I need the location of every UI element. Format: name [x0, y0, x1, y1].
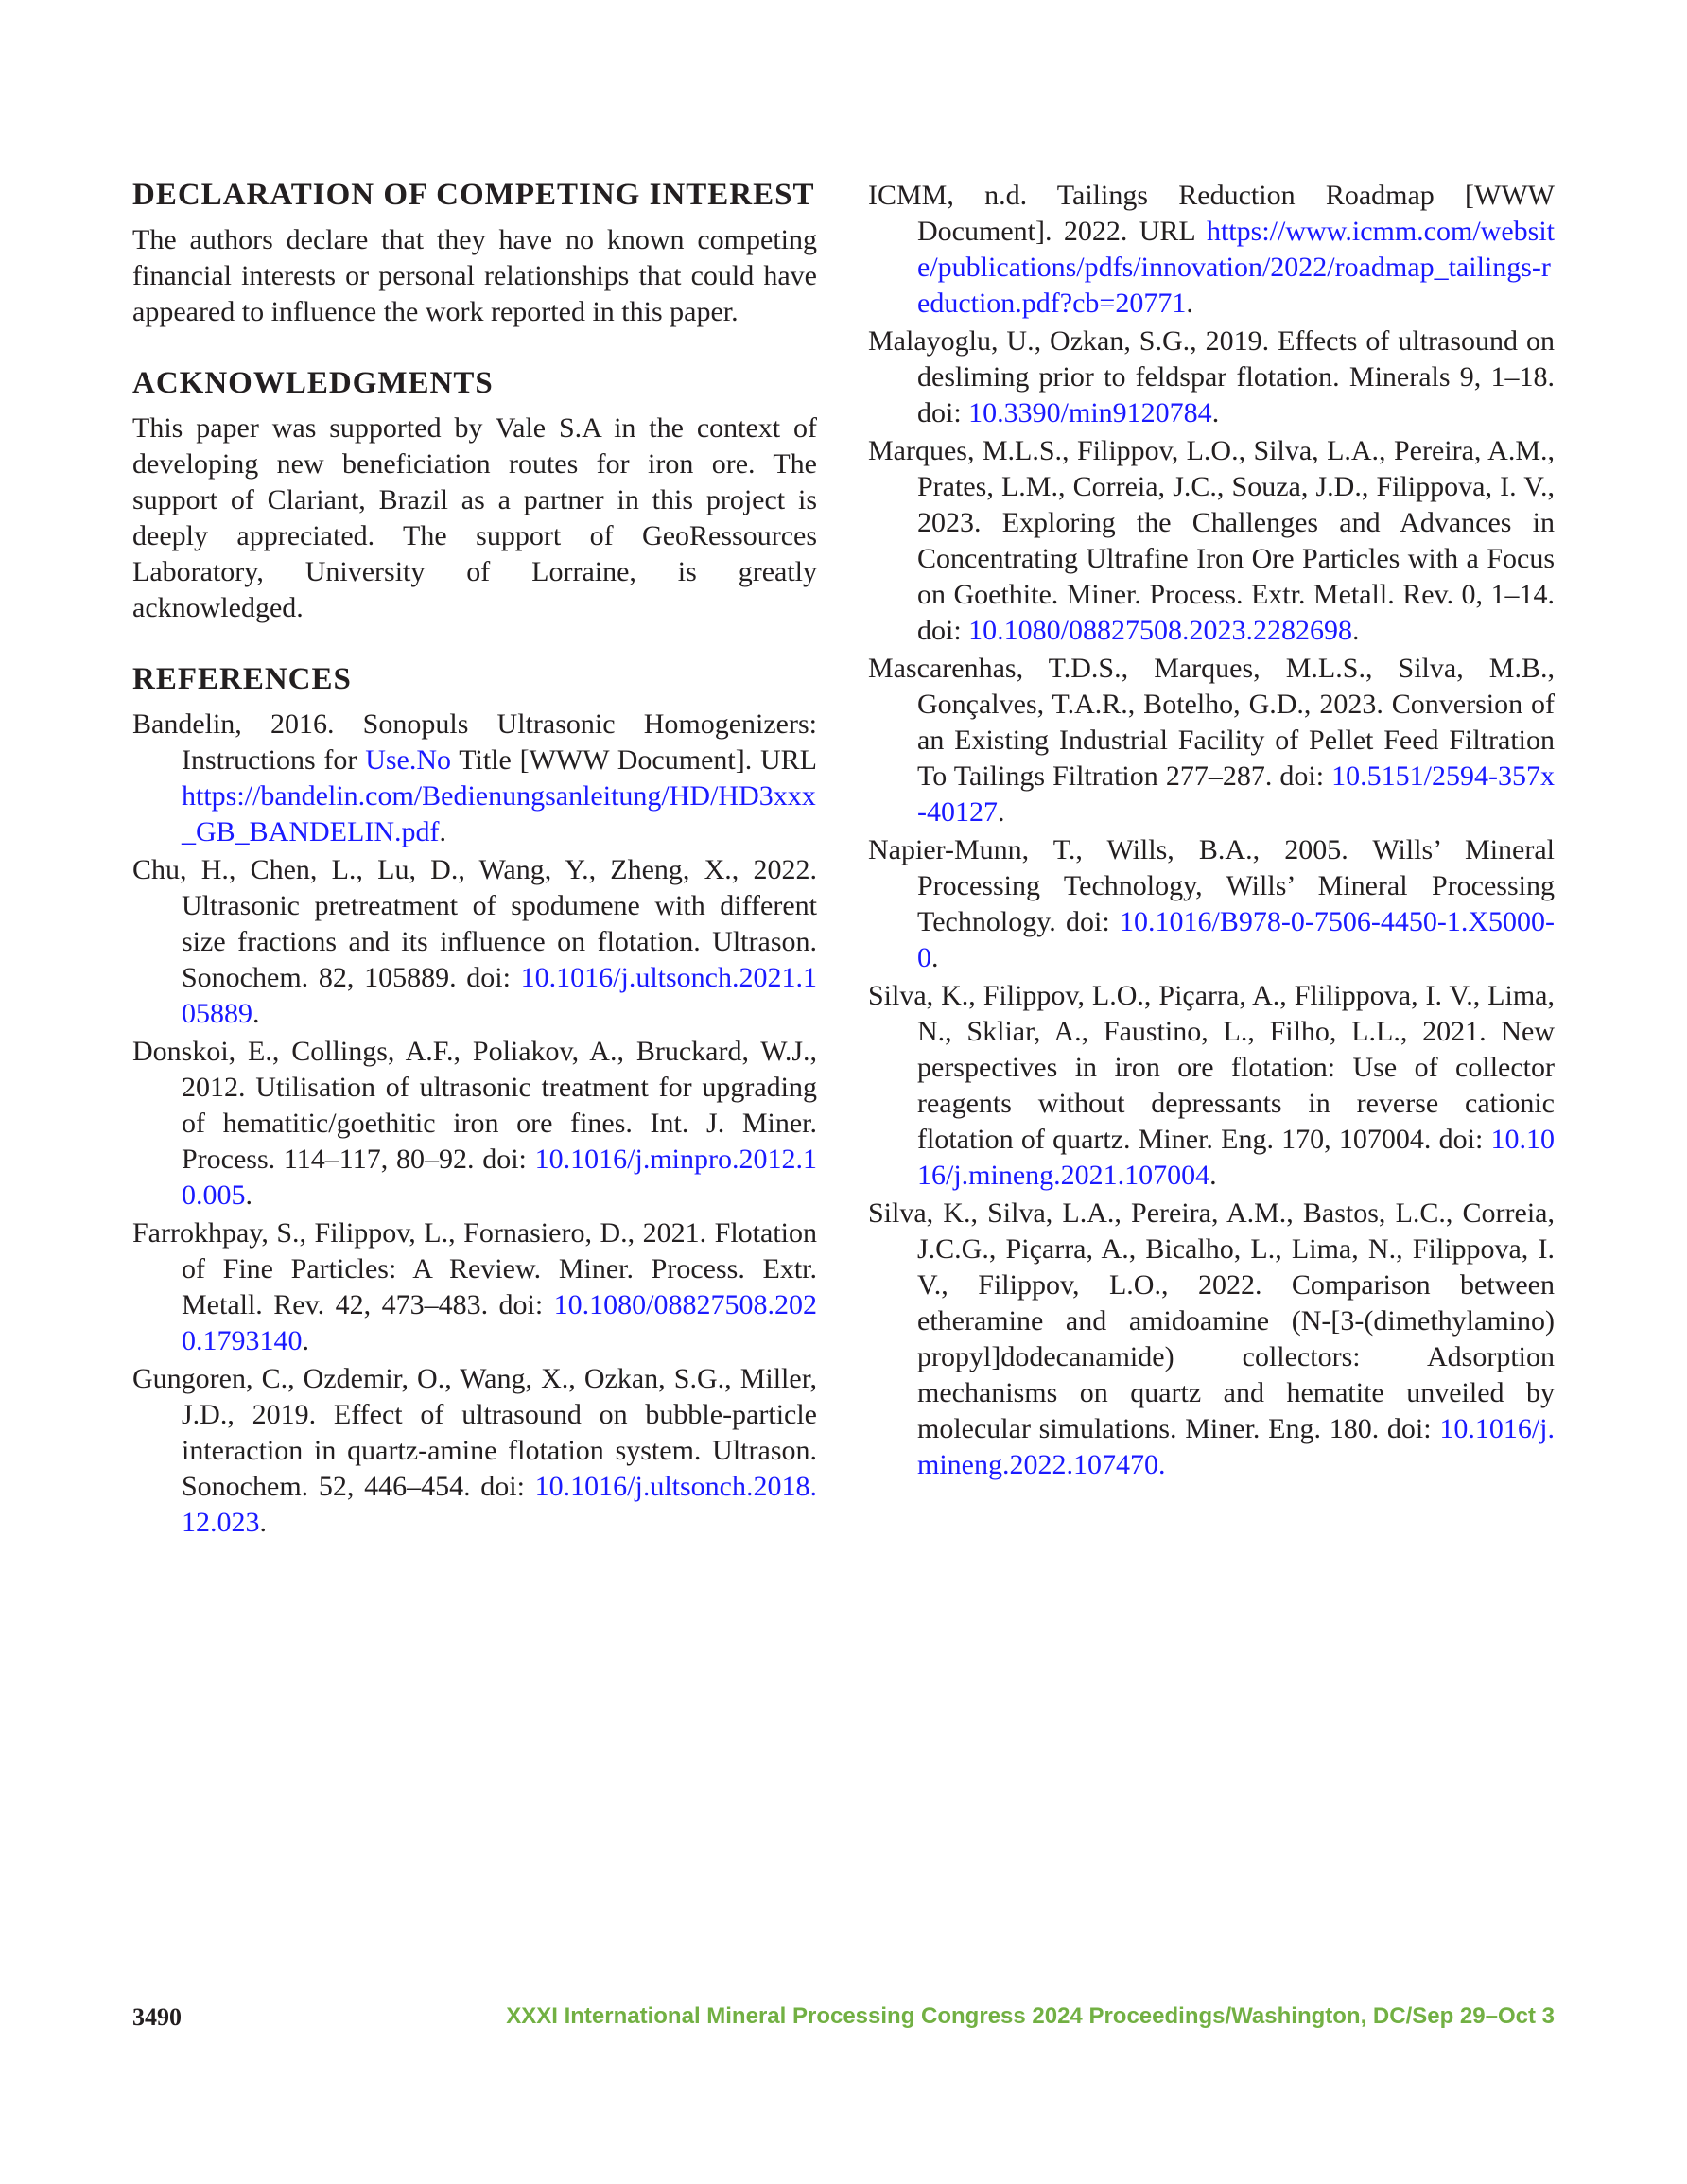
reference-text: .: [1352, 615, 1360, 646]
reference-url-link[interactable]: https://bandelin.com/Bedienungsanleitung/HD/HD3xxx_GB_BANDELIN.pdf: [182, 780, 816, 847]
reference-entry: [868, 1196, 1555, 1483]
reference-text: Title [WWW Document]. URL: [451, 744, 817, 776]
reference-doi-link[interactable]: 10.1016/j.ultsonch.2018.12.023: [182, 1471, 817, 1538]
reference-doi-link[interactable]: 10.1016/B978-0-7506-4450-1.X5000-0: [917, 906, 1555, 973]
reference-text: Farrokhpay, S., Filippov, L., Fornasiero, D., 2021. Flotation of Fine Particles: A Review. Miner. Process. Extr. Metall. Rev. 42, 473–483. doi:: [132, 1217, 817, 1320]
reference-entry: [132, 707, 817, 850]
reference-text: .: [259, 1507, 267, 1538]
reference-text: Napier-Munn, T., Wills, B.A., 2005. Wills’ Mineral Processing Technology, Wills’ Mineral Processing Technology. doi:: [868, 834, 1555, 937]
reference-text: Marques, M.L.S., Filippov, L.O., Silva, L.A., Pereira, A.M., Prates, L.M., Correia, J.C., Souza, J.D., Filippova, I. V., 2023. Exploring the Challenges and Advances in Concentrating Ultrafine Iron Ore Particles with a Focus on Goethite. Miner. Process. Extr. Metall. Rev. 0, 1–14. doi:: [868, 435, 1555, 646]
page-number: 3490: [132, 2003, 182, 2031]
reference-text: Silva, K., Silva, L.A., Pereira, A.M., Bastos, L.C., Correia, J.C.G., Piçarra, A., Bicalho, L., Lima, N., Filippova, I. V., Filippov, L.O., 2022. Comparison between etheramine and amidoamine (N-[3-(dimethylamino) propyl]dodecanamide) collectors: Adsorption mechanisms on quartz and hematite unveiled by molecular simulations. Miner. Eng. 180. doi:: [868, 1197, 1555, 1444]
reference-doi-link[interactable]: 10.1080/08827508.2023.2282698: [968, 615, 1353, 646]
reference-doi-link[interactable]: 10.1016/j.ultsonch.2021.105889: [182, 962, 817, 1029]
reference-doi-link[interactable]: 10.1016/j.mineng.2021.107004: [917, 1124, 1555, 1191]
reference-doi-link[interactable]: 10.3390/min9120784: [968, 397, 1212, 428]
references-heading: REFERENCES: [132, 662, 352, 696]
reference-text: Bandelin, 2016. Sonopuls Ultrasonic Homogenizers: Instructions for: [132, 708, 817, 776]
reference-doi-link[interactable]: 10.1016/j.mineng.2022.107470.: [917, 1413, 1555, 1480]
reference-text: Silva, K., Filippov, L.O., Piçarra, A., Flilippova, I. V., Lima, N., Skliar, A., Faustino, L., Filho, L.L., 2021. New perspectives in iron ore flotation: Use of collector reagents without depressants in reverse cationic flotation of quartz. Miner. Eng. 170, 107004. doi:: [868, 980, 1555, 1155]
reference-entry: [132, 1361, 817, 1541]
reference-doi-link[interactable]: 10.1016/j.minpro.2012.10.005: [182, 1144, 817, 1211]
reference-text: .: [1209, 1160, 1217, 1191]
competing-interest-text: The authors declare that they have no known competing financial interests or personal relationships that could have appeared to influence the work reported in this paper.: [132, 224, 817, 327]
reference-entry: [132, 1034, 817, 1214]
reference-doi-link[interactable]: 10.5151/2594-357x-40127: [917, 760, 1555, 828]
reference-text: .: [302, 1325, 309, 1356]
reference-url-link[interactable]: https://www.icmm.com/website/publications/pdfs/innovation/2022/roadmap_tailings-reduction.pdf?cb=20771: [917, 216, 1555, 319]
reference-entry: [868, 651, 1555, 830]
reference-text: .: [1186, 288, 1193, 319]
left-column: [132, 178, 817, 1543]
competing-interest-heading: DECLARATION OF COMPETING INTEREST: [132, 178, 815, 212]
reference-text: ICMM, n.d. Tailings Reduction Roadmap [WWW Document]. 2022. URL: [868, 180, 1555, 247]
reference-entry: [868, 433, 1555, 649]
reference-text: Chu, H., Chen, L., Lu, D., Wang, Y., Zheng, X., 2022. Ultrasonic pretreatment of spodumene with different size fractions and its influence on flotation. Ultrason. Sonochem. 82, 105889. doi:: [132, 854, 817, 993]
reference-entry: [132, 852, 817, 1032]
reference-text: .: [252, 998, 260, 1029]
reference-link[interactable]: Use.No: [365, 744, 452, 776]
reference-text: Malayoglu, U., Ozkan, S.G., 2019. Effects of ultrasound on desliming prior to feldspar flotation. Minerals 9, 1–18. doi:: [868, 325, 1555, 428]
reference-text: .: [931, 942, 939, 973]
reference-entry: [868, 832, 1555, 976]
reference-text: Donskoi, E., Collings, A.F., Poliakov, A., Bruckard, W.J., 2012. Utilisation of ultrasonic treatment for upgrading of hematitic/goethitic iron ore fines. Int. J. Miner. Process. 114–117, 80–92. doi:: [132, 1036, 817, 1175]
reference-text: Gungoren, C., Ozdemir, O., Wang, X., Ozkan, S.G., Miller, J.D., 2019. Effect of ultrasound on bubble-particle interaction in quartz-amine flotation system. Ultrason. Sonochem. 52, 446–454. doi:: [132, 1363, 817, 1502]
right-column: [868, 178, 1555, 1485]
reference-entry: [132, 1215, 817, 1359]
reference-entry: [868, 178, 1555, 322]
reference-text: .: [439, 816, 446, 847]
footer-conference-title: XXXI International Mineral Processing Congress 2024 Proceedings/Washington, DC/Sep 29–Oct 3: [506, 2003, 1555, 2029]
reference-text: Mascarenhas, T.D.S., Marques, M.L.S., Silva, M.B., Gonçalves, T.A.R., Botelho, G.D., 2023. Conversion of an Existing Industrial Facility of Pellet Feed Filtration To Tailings Filtration 277–287. doi:: [868, 653, 1555, 792]
reference-text: .: [1211, 397, 1220, 428]
acknowledgments-text: This paper was supported by Vale S.A in the context of developing new beneficiation routes for iron ore. The support of Clariant, Brazil as a partner in this project is deeply appreciated. The support of GeoRessources Laboratory, University of Lorraine, is greatly acknowledged.: [132, 412, 817, 623]
reference-entry: [868, 978, 1555, 1194]
acknowledgments-heading: ACKNOWLEDGMENTS: [132, 366, 494, 400]
reference-text: .: [245, 1179, 252, 1211]
reference-doi-link[interactable]: 10.1080/08827508.2020.1793140: [182, 1289, 817, 1356]
reference-text: .: [998, 796, 1005, 828]
reference-entry: [868, 323, 1555, 431]
